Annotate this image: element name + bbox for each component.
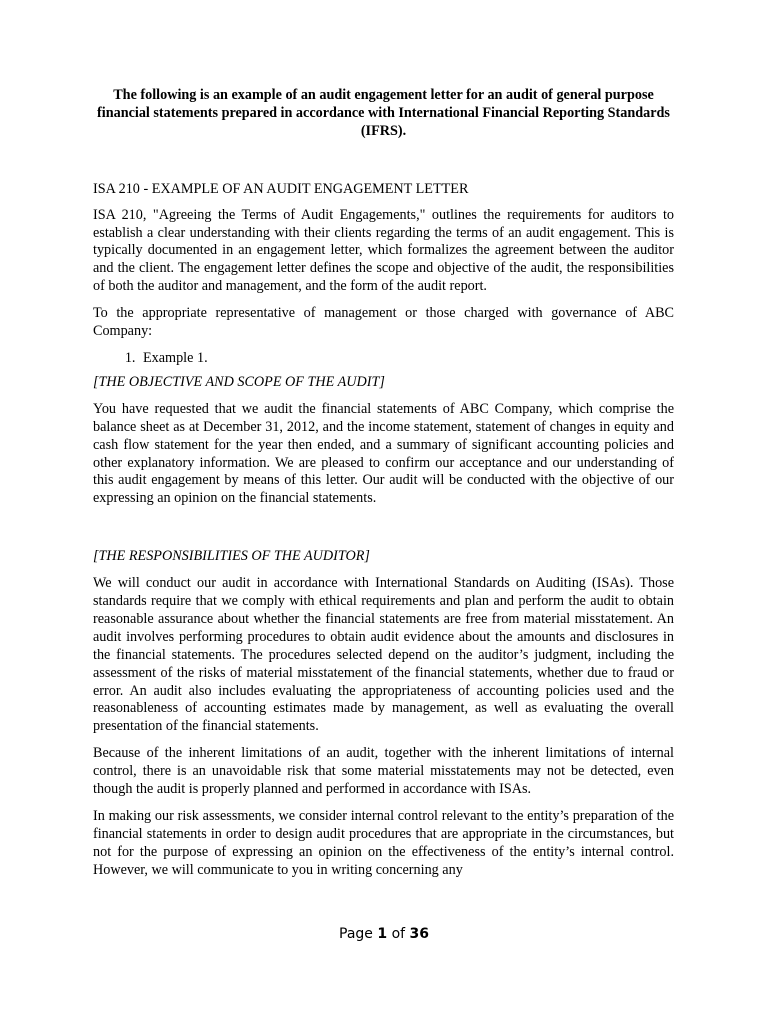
intro-text: The following is an example of an audit engagement letter for an audit of general purpose financial statements prepared in accordance with International Financial Reporting Standards (IFRS).	[97, 87, 670, 139]
footer-total-pages: 36	[409, 926, 429, 942]
addressee-paragraph: To the appropriate representative of management or those charged with governance of ABC Company:	[93, 305, 674, 340]
responsibilities-paragraph-2: Because of the inherent limitations of an audit, together with the inherent limitations of internal control, there is an unavoidable risk that some material misstatements may not be detected, even though the audit is properly planned and performed in accordance with ISAs.	[93, 745, 674, 798]
objective-paragraph: You have requested that we audit the financial statements of ABC Company, which comprise the balance sheet as at December 31, 2012, and the income statement, statement of changes in equity and cash flow statement for the year then ended, and a summary of significant accounting policies and other explanatory information. We are pleased to confirm our acceptance and our understanding of this audit engagement by means of this letter. Our audit will be conducted with the objective of our expressing an opinion on the financial statements.	[93, 400, 674, 507]
list-item: 1. Example 1.	[139, 350, 674, 368]
page-footer	[0, 925, 768, 943]
example-list	[93, 350, 674, 368]
footer-page-word: Page	[339, 926, 373, 942]
responsibilities-paragraph-3: In making our risk assessments, we consider internal control relevant to the entity’s preparation of the financial statements in order to design audit procedures that are appropriate in the circumstances, but not for the purpose of expressing an opinion on the effectiveness of the entity’s internal control. However, we will communicate to you in writing concerning any	[93, 808, 674, 878]
document-heading: ISA 210 - EXAMPLE OF AN AUDIT ENGAGEMENT LETTER	[93, 180, 469, 197]
footer-current-page: 1	[377, 926, 388, 942]
section-heading-responsibilities: [THE RESPONSIBILITIES OF THE AUDITOR]	[93, 548, 370, 565]
overview-paragraph: ISA 210, "Agreeing the Terms of Audit Engagements," outlines the requirements for auditors to establish a clear understanding with their clients regarding the terms of an audit engagement. This is typically documented in an engagement letter, which formalizes the agreement between the auditor and the client. The engagement letter defines the scope and objective of the audit, the responsibilities of both the auditor and management, and the form of the audit report.	[93, 206, 674, 295]
section-heading-objective: [THE OBJECTIVE AND SCOPE OF THE AUDIT]	[93, 373, 385, 390]
footer-of-word: of	[391, 926, 406, 942]
responsibilities-paragraph-1: We will conduct our audit in accordance with International Standards on Auditing (ISAs). Those standards require that we comply with ethical requirements and plan and perform the audit to obtain reasonable assurance about whether the financial statements are free from material misstatement. An audit involves performing procedures to obtain audit evidence about the amounts and disclosures in the financial statements. The procedures selected depend on the auditor’s judgment, including the assessment of the risks of material misstatement of the financial statements, whether due to fraud or error. An audit also includes evaluating the appropriateness of accounting policies used and the reasonableness of accounting estimates made by management, as well as evaluating the overall presentation of the financial statements.	[93, 575, 674, 735]
page-content	[93, 87, 674, 889]
